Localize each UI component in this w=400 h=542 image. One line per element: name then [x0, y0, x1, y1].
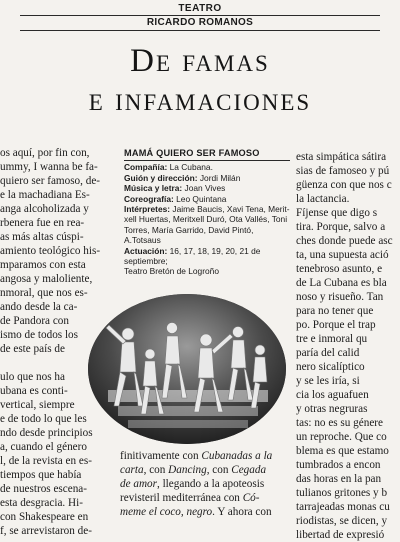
- body-line: ulo que nos ha: [0, 371, 65, 383]
- body-line: la lactancia.: [296, 193, 350, 205]
- body-line: quiero ser famoso, de-: [0, 175, 101, 187]
- body-line: de La Cubana es bla: [296, 277, 387, 289]
- body-line: riodistas, se dicen, y: [296, 515, 388, 527]
- ficha-row: [124, 162, 290, 172]
- body-line: ubana es conti-: [0, 385, 68, 397]
- body-line: tulianos gritones y b: [296, 487, 388, 499]
- body-line: y otras negruras: [296, 403, 368, 415]
- body-line: de nuestros escena-: [0, 483, 87, 495]
- body-line: meme el coco, negro. Y ahora con: [120, 506, 272, 518]
- body-line: amiento teológico his-: [0, 245, 101, 257]
- right-column: [296, 150, 400, 542]
- ficha-key: Intérpretes:: [124, 204, 171, 215]
- ficha-key: Actuación:: [124, 245, 168, 256]
- dancers-photo-graphic: [88, 294, 286, 444]
- body-line: ismo de todos los: [0, 329, 79, 341]
- section-rule: [20, 15, 380, 16]
- body-line: tiempos que había: [0, 469, 82, 481]
- body-line: güenza con que nos c: [296, 179, 392, 191]
- ficha-row: [124, 225, 290, 246]
- ficha-row: [124, 194, 290, 204]
- body-line: tas: no es su génere: [296, 417, 383, 429]
- body-line: para no tener que: [296, 305, 374, 317]
- body-line: nero sicalíptico: [296, 361, 365, 373]
- ficha-value: Joan Vives: [182, 183, 226, 194]
- ficha-value: Jordi Milán: [197, 172, 241, 183]
- body-line: y se les iría, si: [296, 375, 360, 387]
- body-line: ches donde puede asc: [296, 235, 393, 247]
- body-line: e la machadiana Es-: [0, 189, 90, 201]
- headline-line-1: De famas: [130, 43, 270, 79]
- ficha-row: [124, 204, 290, 214]
- body-line: carta, con Dancing, con Cegada: [120, 464, 267, 476]
- author-byline: RICARDO ROMANOS: [146, 17, 254, 28]
- ficha-value: Teatro Bretón de Logroño: [124, 266, 219, 277]
- body-line: de Pandora con: [0, 315, 69, 327]
- body-line: revisteril mediterránea con Có-: [120, 492, 260, 504]
- ficha-row: [124, 183, 290, 193]
- body-line: tira. Porque, salvo a: [296, 221, 386, 233]
- ficha-value: xell Huertas, Meritxell Duró, Ota Vallés, Toni: [124, 214, 288, 225]
- body-line: nmoral, que nos es-: [0, 287, 88, 299]
- ficha-title-rule: [124, 160, 290, 161]
- ficha-tecnica: [124, 148, 290, 277]
- body-line: a, cuando el género: [0, 441, 87, 453]
- body-line: cia los aguafuen: [296, 389, 369, 401]
- author-rule: [20, 30, 380, 31]
- ficha-row: [124, 214, 290, 224]
- body-line: tenebroso asunto, e: [296, 263, 383, 275]
- body-line: tarrajeadas monas cu: [296, 501, 390, 513]
- body-line: ummy, I wanna be fa-: [0, 161, 98, 173]
- body-line: un reproche. Que co: [296, 431, 387, 443]
- body-line: anga alcoholizada y: [0, 203, 89, 215]
- body-line: sias de famoseo y pú: [296, 165, 390, 177]
- body-line: vertical, siempre: [0, 399, 75, 411]
- body-line: tumbrados a encon: [296, 459, 381, 471]
- ficha-row: [124, 246, 290, 267]
- body-line: con Shakespeare en: [0, 511, 89, 523]
- ficha-value: 16, 17, 18, 19, 20, 21 de septiembre;: [124, 245, 261, 267]
- bottom-column: [120, 449, 290, 519]
- left-column: [0, 146, 104, 538]
- ficha-row: [124, 266, 290, 276]
- ficha-title: MAMÁ QUIERO SER FAMOSO: [124, 148, 260, 158]
- body-line: angosa y maloliente,: [0, 273, 93, 285]
- ficha-key: Coreografía:: [124, 193, 174, 204]
- body-line: ando desde la ca-: [0, 301, 78, 313]
- ficha-row: [124, 173, 290, 183]
- body-line: esta desgracia. Hi-: [0, 497, 83, 509]
- ficha-value: La Cubana.: [167, 162, 213, 173]
- body-line: Fíjense que digo s: [296, 207, 378, 219]
- section-label: TEATRO: [178, 3, 222, 14]
- body-line: po. Porque el trap: [296, 319, 376, 331]
- ficha-value: Leo Quintana: [173, 193, 227, 204]
- body-line: ndo desde principios: [0, 427, 93, 439]
- body-line: tre e inmoral qu: [296, 333, 368, 345]
- body-line: mparamos con esta: [0, 259, 86, 271]
- headline-line-2: e infamaciones: [88, 82, 312, 118]
- body-line: paría del calid: [296, 347, 360, 359]
- ficha-key: Guión y dirección:: [124, 172, 198, 183]
- ficha-key: Música y letra:: [124, 183, 183, 194]
- body-line: noso y risueño. Tan: [296, 291, 384, 303]
- body-line: de amor, llegando a la apoteosis: [120, 478, 265, 490]
- body-line: l, de la revista en es-: [0, 455, 92, 467]
- stage-photo: [88, 294, 286, 444]
- body-line: e de todo lo que les: [0, 413, 87, 425]
- body-line: ta, una supuesta ació: [296, 249, 389, 261]
- body-line: esta simpática sátira: [296, 151, 387, 163]
- ficha-value: Jaime Baucis, Xavi Tena, Merit-: [170, 204, 290, 215]
- ficha-rows: [124, 162, 290, 276]
- body-line: blema es que estamo: [296, 445, 389, 457]
- body-line: rbenera fue en rea-: [0, 217, 85, 229]
- ficha-key: Compañía:: [124, 162, 168, 173]
- body-line: das horas en la pan: [296, 473, 382, 485]
- body-line: os aquí, por fin con,: [0, 147, 90, 159]
- body-line: de este país de: [0, 343, 65, 355]
- body-line: as más altas cúspi-: [0, 231, 84, 243]
- ficha-value: Torres, María Garrido, David Pintó, A.Totsaus: [124, 224, 254, 246]
- body-line: f, se arrevistaron de-: [0, 525, 92, 537]
- body-line: libertad de expresió: [296, 529, 385, 541]
- body-line: finitivamente con Cubanadas a la: [120, 450, 273, 462]
